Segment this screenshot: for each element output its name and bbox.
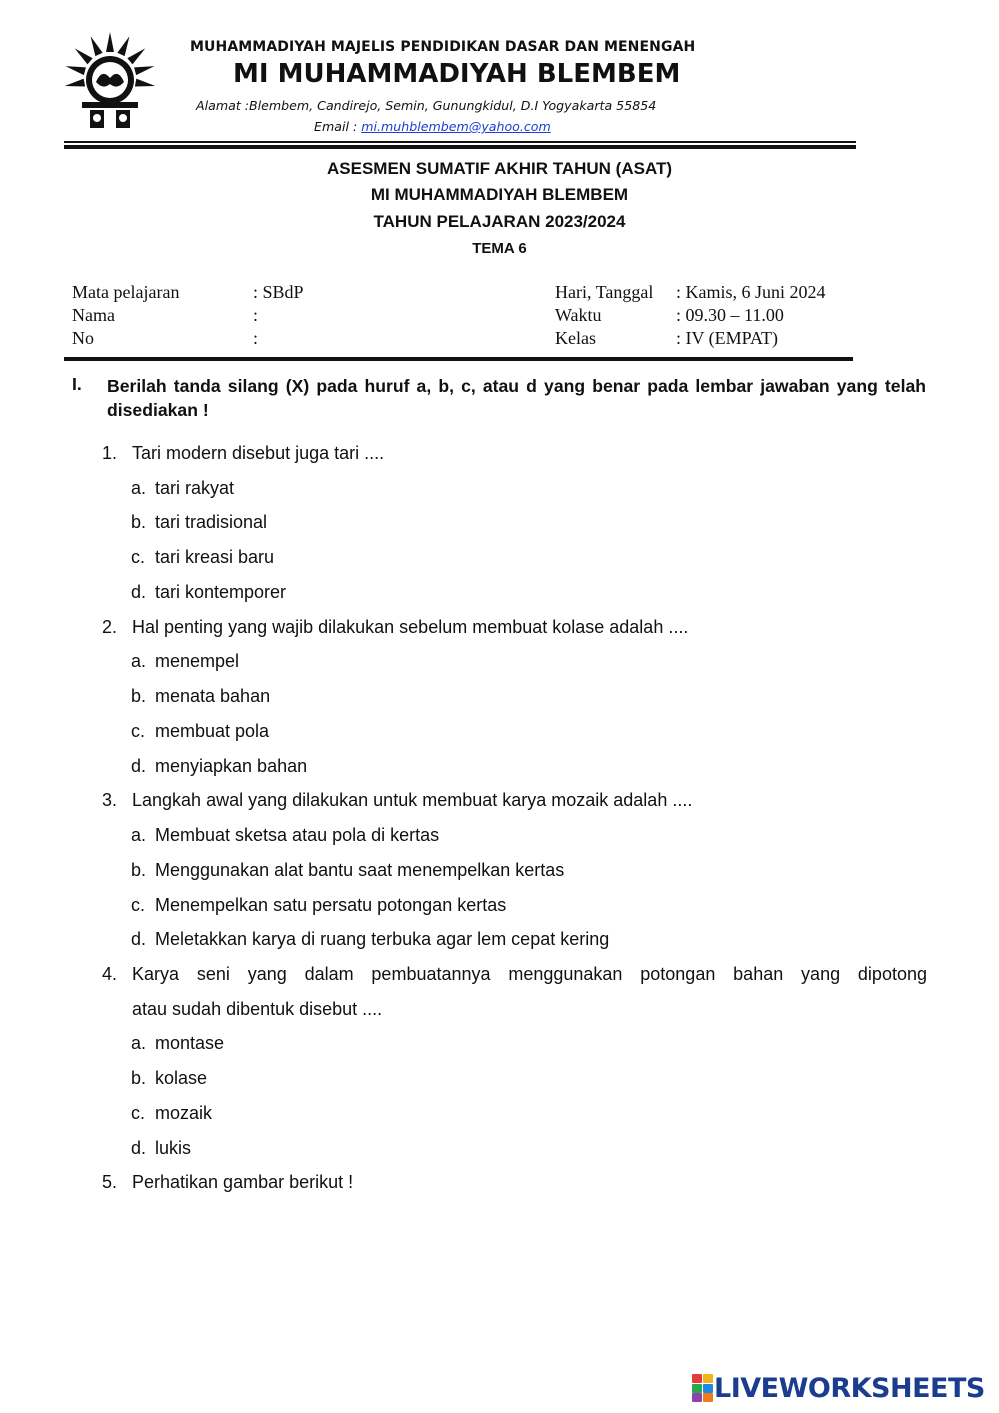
name-label: Nama [72,305,115,325]
liveworksheets-brand[interactable] [692,1372,985,1404]
info-divider [64,357,853,361]
exam-year: TAHUN PELAJARAN 2023/2024 [373,212,626,231]
option-letter: b. [131,512,147,532]
class-value: : IV (EMPAT) [676,328,779,348]
liveworksheets-wordmark: LIVEWORKSHEETS [714,1372,985,1404]
option-text: tari kreasi baru [155,547,275,567]
option-text: Menempelkan satu persatu potongan kertas [155,895,507,915]
name-value: : [253,305,259,325]
option-text: membuat pola [155,721,270,741]
option-letter: d. [131,1138,147,1158]
option-text: Menggunakan alat bantu saat menempelkan kertas [155,860,565,880]
question-text-line-2: atau sudah dibentuk disebut .... [132,999,383,1019]
instruction-text: Berilah tanda silang (X) pada huruf a, b, c, atau d yang benar pada lembar jawaban yang telah disediakan ! [107,376,926,420]
time-label: Waktu [555,305,602,325]
option-letter: b. [131,686,147,706]
option-letter: a. [131,1033,147,1053]
option-letter: d. [131,929,147,949]
option-text: montase [155,1033,225,1053]
option-text: tari tradisional [155,512,268,532]
option-letter: c. [131,895,146,915]
option-text: tari kontemporer [155,582,287,602]
option-text: tari rakyat [155,478,235,498]
school-email-line [314,119,551,134]
option-text: kolase [155,1068,208,1088]
time-value: : 09.30 – 11.00 [676,305,784,325]
email-link[interactable]: mi.muhblembem@yahoo.com [361,119,551,134]
option-text: lukis [155,1138,192,1158]
school-name: MI MUHAMMADIYAH BLEMBEM [233,59,681,89]
date-value: : Kamis, 6 Juni 2024 [676,282,826,302]
subject-value: : SBdP [253,282,304,302]
liveworksheets-logo-icon [692,1374,712,1402]
option-text: menyiapkan bahan [155,756,308,776]
option-text: menempel [155,651,240,671]
school-address: Alamat :Blembem, Candirejo, Semin, Gunungkidul, D.I Yogyakarta 55854 [196,98,657,113]
option-letter: c. [131,547,146,567]
exam-school: MI MUHAMMADIYAH BLEMBEM [370,185,629,204]
option-letter: b. [131,1068,147,1088]
question-number: 3. [102,790,118,810]
question-number: 5. [102,1172,118,1192]
question-text-line-1: Karya seni yang dalam pembuatannya menggunakan potongan bahan yang dipotong [132,964,927,984]
school-logo [60,30,160,130]
organization-name: MUHAMMADIYAH MAJELIS PENDIDIKAN DASAR DAN MENENGAH [190,39,696,55]
question-number: 1. [102,443,118,463]
header-divider-thin [64,141,856,143]
question-text: Tari modern disebut juga tari .... [132,443,385,463]
number-value: : [253,328,259,348]
date-label: Hari, Tanggal [555,282,654,302]
exam-title: ASESMEN SUMATIF AKHIR TAHUN (ASAT) [326,159,672,178]
email-label: Email : [314,119,362,134]
exam-theme: TEMA 6 [472,240,527,257]
option-text: mozaik [155,1103,213,1123]
question-number: 4. [102,964,118,984]
option-letter: a. [131,825,147,845]
question-text: Perhatikan gambar berikut ! [132,1172,354,1192]
header-divider-thick [64,145,856,149]
option-letter: b. [131,860,147,880]
option-text: menata bahan [155,686,271,706]
option-text: Meletakkan karya di ruang terbuka agar lem cepat kering [155,929,610,949]
option-letter: a. [131,478,147,498]
class-label: Kelas [555,328,596,348]
option-letter: c. [131,721,146,741]
question-text: Langkah awal yang dilakukan untuk membuat karya mozaik adalah .... [132,790,693,810]
question-text: Hal penting yang wajib dilakukan sebelum membuat kolase adalah .... [132,617,689,637]
question-number: 2. [102,617,118,637]
instruction-number: I. [72,374,82,394]
option-letter: d. [131,582,147,602]
option-letter: a. [131,651,147,671]
number-label: No [72,328,94,348]
option-text: Membuat sketsa atau pola di kertas [155,825,440,845]
subject-label: Mata pelajaran [72,282,180,302]
option-letter: d. [131,756,147,776]
option-letter: c. [131,1103,146,1123]
